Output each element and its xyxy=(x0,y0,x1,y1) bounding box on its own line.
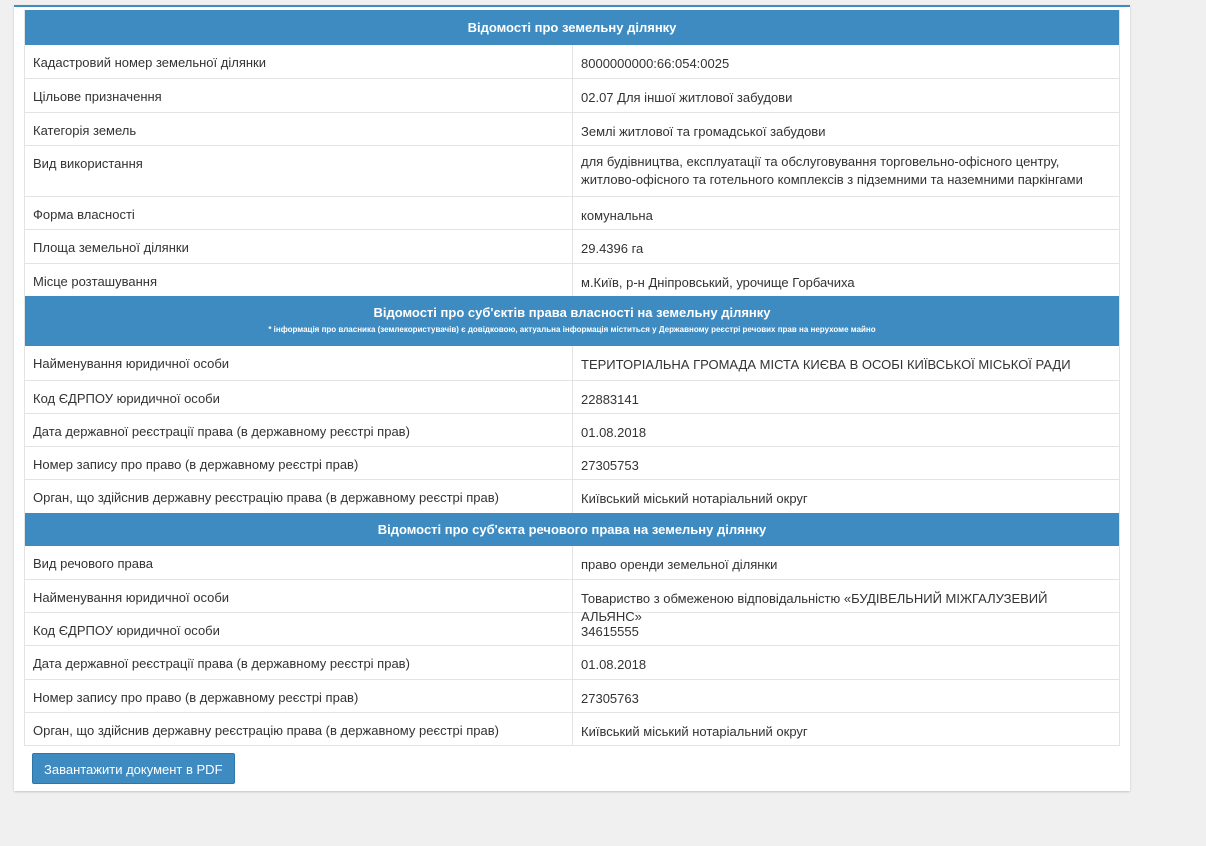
field-label: Код ЄДРПОУ юридичної особи xyxy=(25,381,573,413)
field-label: Місце розташування xyxy=(25,264,573,296)
field-label: Дата державної реєстрації права (в державному реєстрі прав) xyxy=(25,646,573,679)
table-row xyxy=(25,380,1119,413)
table-row xyxy=(25,446,1119,479)
table-row xyxy=(25,346,1119,380)
section-title: Відомості про земельну ділянку xyxy=(467,20,677,35)
field-label: Орган, що здійснив державну реєстрацію права (в державному реєстрі прав) xyxy=(25,713,573,745)
land-info-table xyxy=(24,10,1120,746)
section-header-land-parcel xyxy=(25,10,1119,45)
section-header-owners xyxy=(25,296,1119,346)
section-body-lessee xyxy=(25,546,1119,745)
field-value: 01.08.2018 xyxy=(581,425,647,440)
field-value: Київський міський нотаріальний округ xyxy=(581,724,808,739)
table-row xyxy=(25,229,1119,263)
table-row xyxy=(25,579,1119,624)
field-value: 02.07 Для іншої житлової забудови xyxy=(581,90,793,105)
field-label: Орган, що здійснив державну реєстрацію права (в державному реєстрі прав) xyxy=(25,480,573,513)
field-label: Код ЄДРПОУ юридичної особи xyxy=(25,613,573,645)
field-label: Вид використання xyxy=(25,146,573,196)
field-value: 29.4396 га xyxy=(581,241,644,256)
field-value: ТЕРИТОРІАЛЬНА ГРОМАДА МІСТА КИЄВА В ОСОБІ КИЇВСЬКОЇ МІСЬКОЇ РАДИ xyxy=(581,357,1071,372)
field-label: Найменування юридичної особи xyxy=(25,580,573,612)
table-row xyxy=(25,712,1119,745)
table-row xyxy=(25,263,1119,296)
field-value: право оренди земельної ділянки xyxy=(581,557,778,572)
field-value: 01.08.2018 xyxy=(581,657,647,672)
table-row xyxy=(25,413,1119,446)
section-note: * інформація про власника (землекористувачів) є довідковою, актуальна інформація міститься у Державному реєстрі речових прав на нерухоме майно xyxy=(268,325,876,334)
section-title: Відомості про суб'єктів права власності на земельну ділянку xyxy=(373,305,771,320)
field-value: Землі житлової та громадської забудови xyxy=(581,124,826,139)
section-body-owners xyxy=(25,346,1119,513)
table-row xyxy=(25,546,1119,579)
field-value: 8000000000:66:054:0025 xyxy=(581,56,730,71)
field-label: Форма власності xyxy=(25,197,573,229)
field-label: Площа земельної ділянки xyxy=(25,230,573,263)
section-title: Відомості про суб'єкта речового права на земельну ділянку xyxy=(377,522,767,537)
field-value: комунальна xyxy=(581,208,653,223)
table-row xyxy=(25,112,1119,145)
field-label: Найменування юридичної особи xyxy=(25,346,573,380)
field-value: Товариство з обмеженою відповідальністю «БУДІВЕЛЬНИЙ МІЖГАЛУЗЕВИЙ АЛЬЯНС» xyxy=(581,591,1048,624)
field-label: Дата державної реєстрації права (в державному реєстрі прав) xyxy=(25,414,573,446)
table-row xyxy=(25,196,1119,229)
download-pdf-button[interactable]: Завантажити документ в PDF xyxy=(32,753,235,784)
field-value: для будівництва, експлуатації та обслуговування торговельно-офісного центру, житлово-офісного та готельного комплексів з підземними та наземними паркінгами xyxy=(581,154,1083,187)
field-value: м.Київ, р-н Дніпровський, урочище Горбачиха xyxy=(581,275,855,290)
section-header-lessee xyxy=(25,513,1119,546)
section-body-land-parcel xyxy=(25,45,1119,296)
table-row xyxy=(25,78,1119,112)
table-row xyxy=(25,612,1119,645)
field-label: Кадастровий номер земельної ділянки xyxy=(25,45,573,78)
field-value: 27305763 xyxy=(581,691,639,706)
field-value: 34615555 xyxy=(581,624,639,639)
table-row xyxy=(25,679,1119,712)
field-value: Київський міський нотаріальний округ xyxy=(581,491,808,506)
field-label: Номер запису про право (в державному реєстрі прав) xyxy=(25,447,573,479)
field-value: 22883141 xyxy=(581,392,639,407)
field-label: Вид речового права xyxy=(25,546,573,579)
field-label: Номер запису про право (в державному реєстрі прав) xyxy=(25,680,573,712)
table-row xyxy=(25,45,1119,78)
field-label: Цільове призначення xyxy=(25,79,573,112)
table-row xyxy=(25,645,1119,679)
field-label: Категорія земель xyxy=(25,113,573,145)
table-row xyxy=(25,479,1119,513)
table-row xyxy=(25,145,1119,196)
land-info-panel xyxy=(14,5,1130,791)
field-value: 27305753 xyxy=(581,458,639,473)
